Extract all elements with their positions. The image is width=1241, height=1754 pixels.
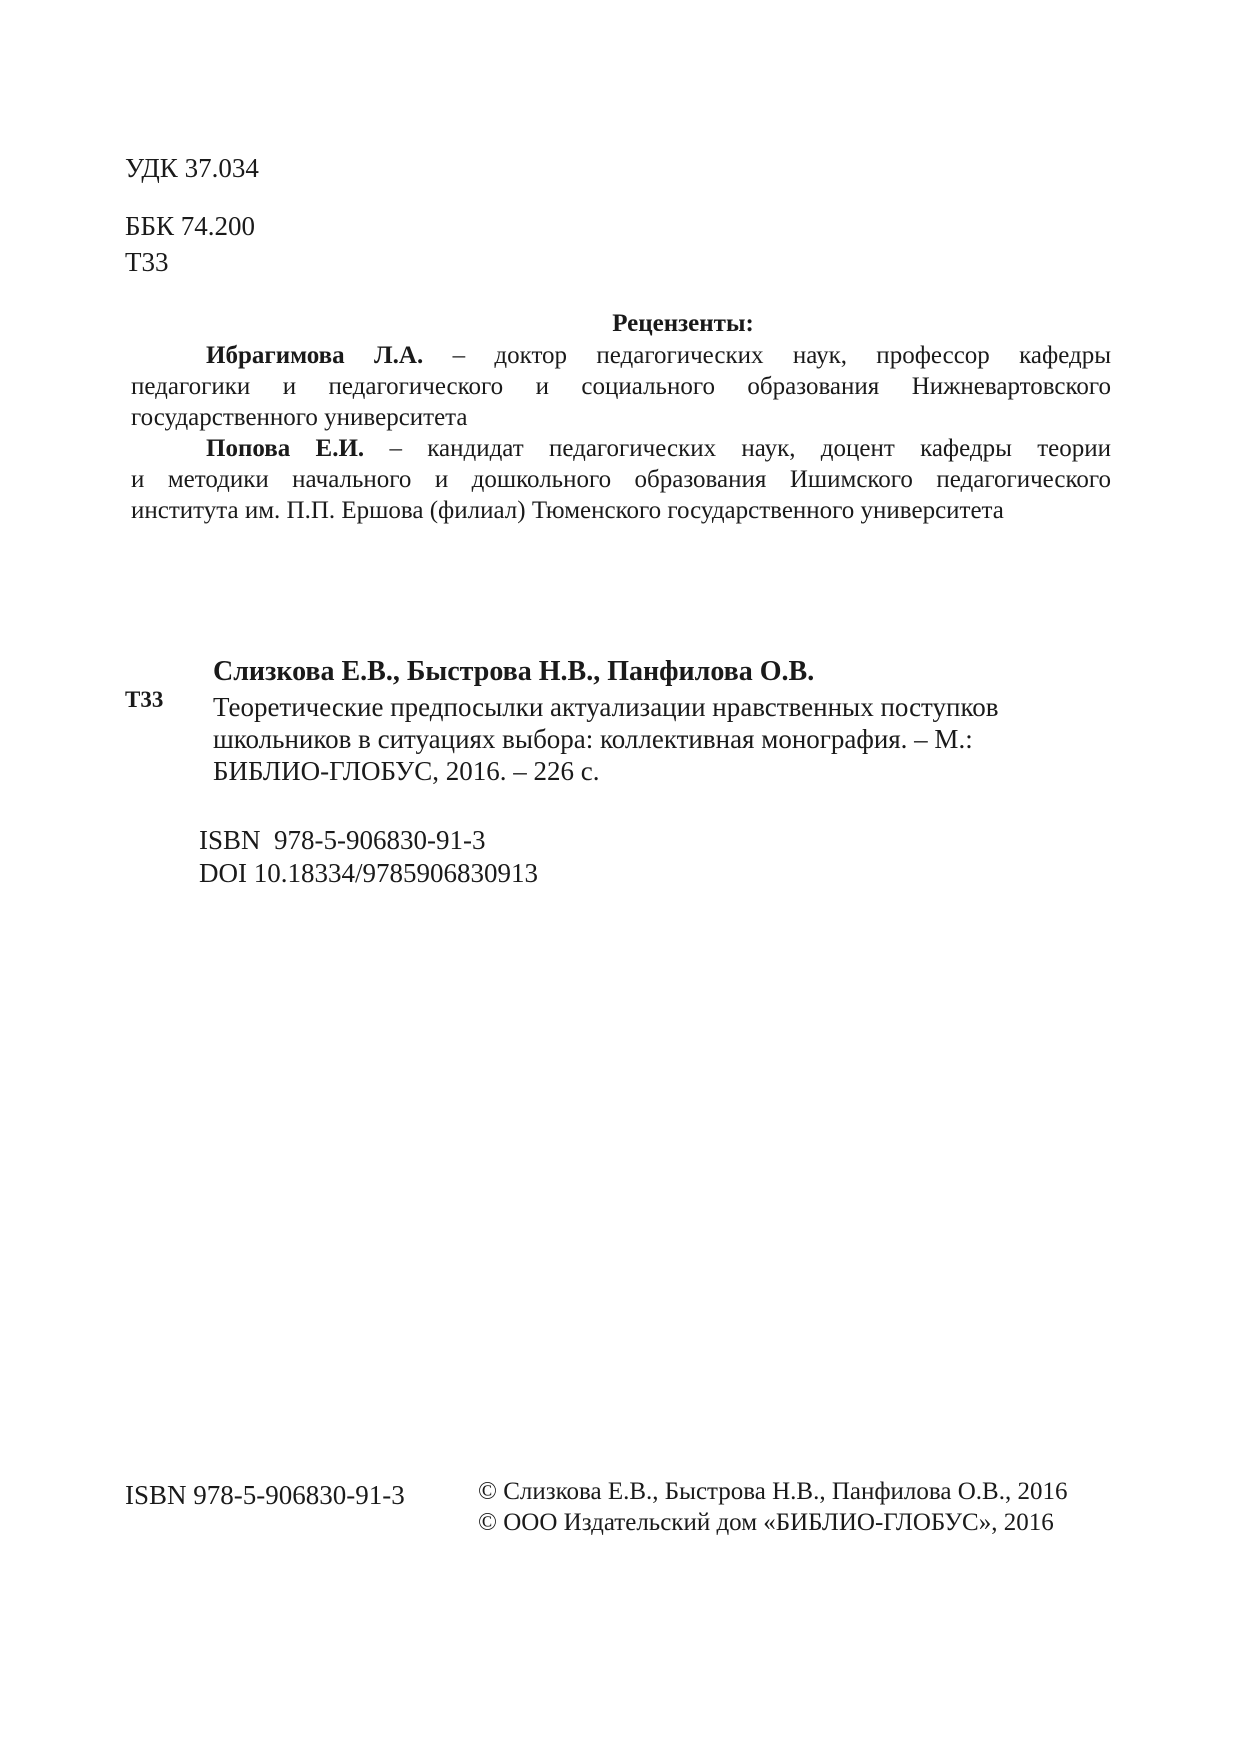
author-sign: Т33 <box>125 247 169 277</box>
description-line: школьников в ситуациях выбора: коллективная монография. – М.: <box>213 724 973 754</box>
reviewer-line-3: государственного университета <box>131 404 468 431</box>
reviewer-popova <box>131 433 1111 526</box>
copyright-line: © Слизкова Е.В., Быстрова Н.В., Панфилова О.В., 2016 <box>478 1478 1068 1505</box>
udk-code: УДК 37.034 <box>125 153 259 183</box>
reviewer-line-2: педагогики и педагогического и социального образования Нижневартовского <box>131 373 1111 400</box>
description-line: Теоретические предпосылки актуализации нравственных поступков <box>213 692 999 722</box>
description-line: БИБЛИО-ГЛОБУС, 2016. – 226 с. <box>213 756 600 786</box>
copyright-block <box>478 1476 1067 1538</box>
reviewers-heading: Рецензенты: <box>612 310 754 337</box>
reviewer-line-1: Ибрагимова Л.А. – доктор педагогических наук, профессор кафедры <box>206 342 1111 369</box>
bibliographic-description <box>213 691 1113 787</box>
side-author-sign: Т33 <box>125 687 164 712</box>
reviewer-line-3: института им. П.П. Ершова (филиал) Тюменского государственного университета <box>131 497 1004 524</box>
reviewer-name: Ибрагимова Л.А. <box>206 342 424 369</box>
copyright-line: © ООО Издательский дом «БИБЛИО-ГЛОБУС», 2016 <box>478 1509 1054 1536</box>
reviewer-line-1: Попова Е.И. – кандидат педагогических наук, доцент кафедры теории <box>206 435 1111 462</box>
reviewer-ibragimova <box>131 340 1111 433</box>
footer-isbn: ISBN 978-5-906830-91-3 <box>125 1480 405 1510</box>
reviewer-name: Попова Е.И. <box>206 435 365 462</box>
isbn: ISBN 978-5-906830-91-3 <box>199 825 486 855</box>
authors: Слизкова Е.В., Быстрова Н.В., Панфилова О.В. <box>213 656 815 687</box>
reviewer-line-2: и методики начального и дошкольного образования Ишимского педагогического <box>131 466 1111 493</box>
doi: DOI 10.18334/9785906830913 <box>199 858 538 888</box>
bbk-code: ББК 74.200 <box>125 211 256 241</box>
